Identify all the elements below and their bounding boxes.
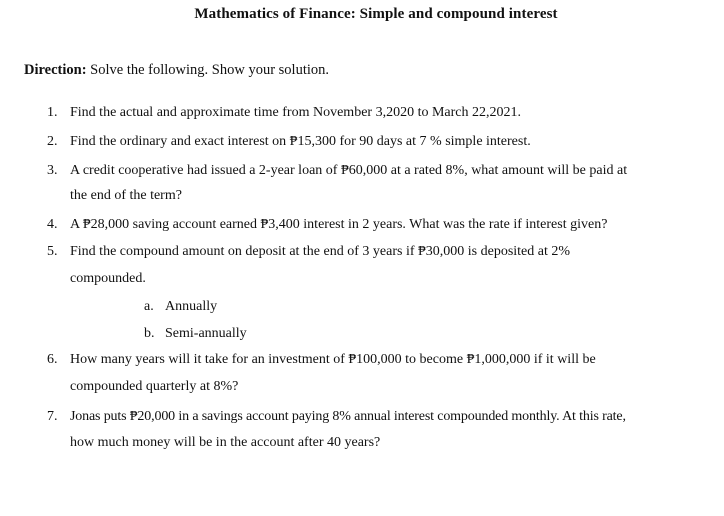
problem-number: 3. bbox=[47, 163, 58, 178]
problem-text-continued: how much money will be in the account after 40 years? bbox=[70, 435, 381, 450]
sub-item-letter: b. bbox=[144, 326, 155, 341]
problem-text-continued: compounded quarterly at 8%? bbox=[70, 379, 239, 394]
page-title: Mathematics of Finance: Simple and compound interest bbox=[194, 6, 558, 22]
sub-item-text: Semi-annually bbox=[165, 326, 247, 341]
direction-text: Solve the following. Show your solution. bbox=[90, 62, 330, 78]
direction-label: Direction: bbox=[24, 62, 87, 78]
problem-text: Find the ordinary and exact interest on ₱15,300 for 90 days at 7 % simple interest. bbox=[70, 134, 531, 149]
sub-item-text: Annually bbox=[165, 299, 218, 314]
problem-text-continued: the end of the term? bbox=[70, 188, 182, 203]
sub-item-letter: a. bbox=[144, 299, 154, 314]
problem-text: A ₱28,000 saving account earned ₱3,400 interest in 2 years. What was the rate if interest given? bbox=[70, 217, 608, 232]
problem-number: 6. bbox=[47, 352, 58, 367]
direction-line bbox=[24, 62, 329, 79]
problem-text: Jonas puts ₱20,000 in a savings account paying 8% annual interest compounded monthly. At this rate, bbox=[70, 409, 626, 424]
problem-number: 2. bbox=[47, 134, 58, 149]
problem-text: Find the actual and approximate time from November 3,2020 to March 22,2021. bbox=[70, 105, 522, 120]
problem-text: A credit cooperative had issued a 2-year loan of ₱60,000 at a rated 8%, what amount will be paid at bbox=[70, 163, 628, 178]
problem-number: 7. bbox=[47, 409, 58, 424]
problem-text: Find the compound amount on deposit at the end of 3 years if ₱30,000 is deposited at 2% bbox=[70, 244, 571, 259]
problem-number: 5. bbox=[47, 244, 58, 259]
problem-number: 1. bbox=[47, 105, 58, 120]
problem-text: How many years will it take for an investment of ₱100,000 to become ₱1,000,000 if it will be bbox=[70, 352, 596, 367]
problem-number: 4. bbox=[47, 217, 58, 232]
problem-text-continued: compounded. bbox=[70, 271, 146, 286]
